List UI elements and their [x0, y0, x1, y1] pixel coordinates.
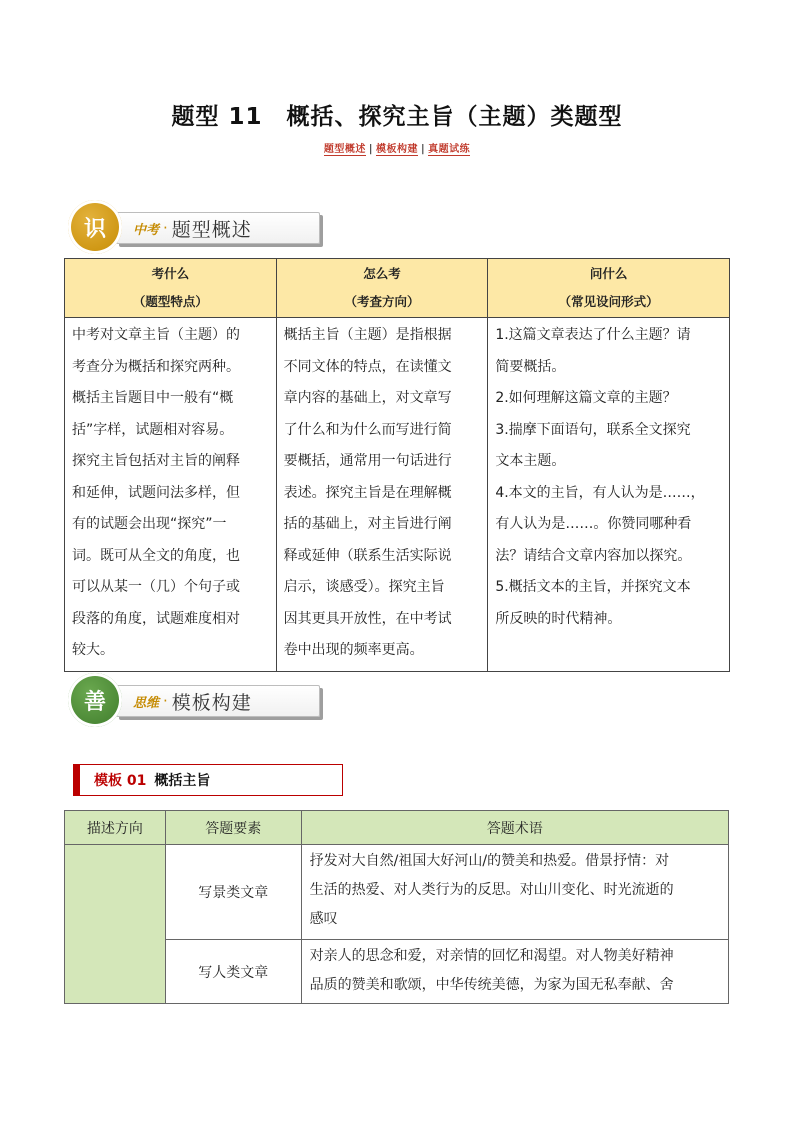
badge-circle-icon: 善 — [68, 673, 122, 727]
overview-header-ask: 问什么 （常见设问形式） — [488, 259, 730, 318]
page-subtitle: 题型概述 | 模板构建 | 真题试练 — [323, 144, 471, 155]
badge-tag: 思维 — [133, 695, 160, 711]
badge-circle-icon: 识 — [68, 200, 122, 254]
overview-header-what: 考什么 （题型特点） — [65, 259, 277, 318]
overview-cell-features: 中考对文章主旨（主题）的 考查分为概括和探究两种。 概括主旨题目中一般有“概 括”字样，试题相对容易。 探究主旨包括对主旨的阐释 和延伸，试题问法多样，但 有的试题会出现“探究”一 词。既可从全文的角度，也 可以从某一（几）个句子或 段落的角度，试题难度相对 较大。 — [65, 318, 277, 672]
template-header-element: 答题要素 — [165, 811, 301, 845]
template-number: 模板 01 — [94, 773, 147, 789]
template-term-cell: 对亲人的思念和爱，对亲情的回忆和渴望。对人物美好精神 品质的赞美和歌颂，中华传统美德，为家为国无私奉献、舍 — [301, 940, 728, 1004]
template-element-cell: 写人类文章 — [165, 940, 301, 1004]
overview-cell-directions: 概括主旨（主题）是指根据 不同文体的特点，在读懂文 章内容的基础上，对文章写 了什么和为什么而写进行简 要概括，通常用一句话进行 表述。探究主旨是在理解概 括的基础上，对主旨进行阐 释或延伸（联系生活实际说 启示，谈感受）。探究主旨 因其更具开放性，在中考试 卷中出现的频率更高。 — [276, 318, 488, 672]
subtitle-part-overview: 题型概述 — [323, 144, 366, 155]
table-row — [65, 845, 729, 940]
badge-dot: · — [163, 219, 168, 237]
overview-header-how: 怎么考 （考查方向） — [276, 259, 488, 318]
overview-header-row — [65, 259, 730, 318]
badge-bar — [116, 212, 320, 244]
template-term-cell: 抒发对大自然/祖国大好河山/的赞美和热爱。借景抒情：对 生活的热爱、对人类行为的反思。对山川变化、时光流逝的 感叹 — [301, 845, 728, 940]
section-badge-template — [68, 673, 308, 729]
template-direction-cell — [65, 845, 166, 1004]
template-table — [64, 810, 729, 1004]
template-name: 概括主旨 — [154, 773, 211, 789]
template-header-term: 答题术语 — [301, 811, 728, 845]
template-element-cell: 写景类文章 — [165, 845, 301, 940]
badge-dot: · — [163, 692, 168, 710]
badge-label: 模板构建 — [171, 691, 252, 714]
template-heading — [73, 764, 343, 796]
template-marker — [74, 765, 80, 795]
overview-cell-questions: 1.这篇文章表达了什么主题？请 简要概括。 2.如何理解这篇文章的主题？ 3.揣摩下面语句，联系全文探究 文本主题。 4.本文的主旨，有人认为是……， 有人认为是……。你赞同哪种看 法？请结合文章内容加以探究。 5.概括文本的主旨，并探究文本 所反映的时代精神。 — [488, 318, 730, 672]
subtitle-part-template: 模板构建 — [376, 144, 418, 155]
overview-table — [64, 258, 730, 672]
template-header-direction: 描述方向 — [65, 811, 166, 845]
overview-body-row — [65, 318, 730, 672]
badge-bar — [116, 685, 320, 717]
badge-label: 题型概述 — [171, 218, 252, 241]
template-header-row — [65, 811, 729, 845]
page-title: 题型 11 概括、探究主旨（主题）类题型 — [171, 104, 623, 130]
subtitle-part-practice: 真题试练 — [428, 144, 471, 155]
section-badge-overview — [68, 200, 308, 256]
badge-tag: 中考 — [133, 222, 160, 238]
